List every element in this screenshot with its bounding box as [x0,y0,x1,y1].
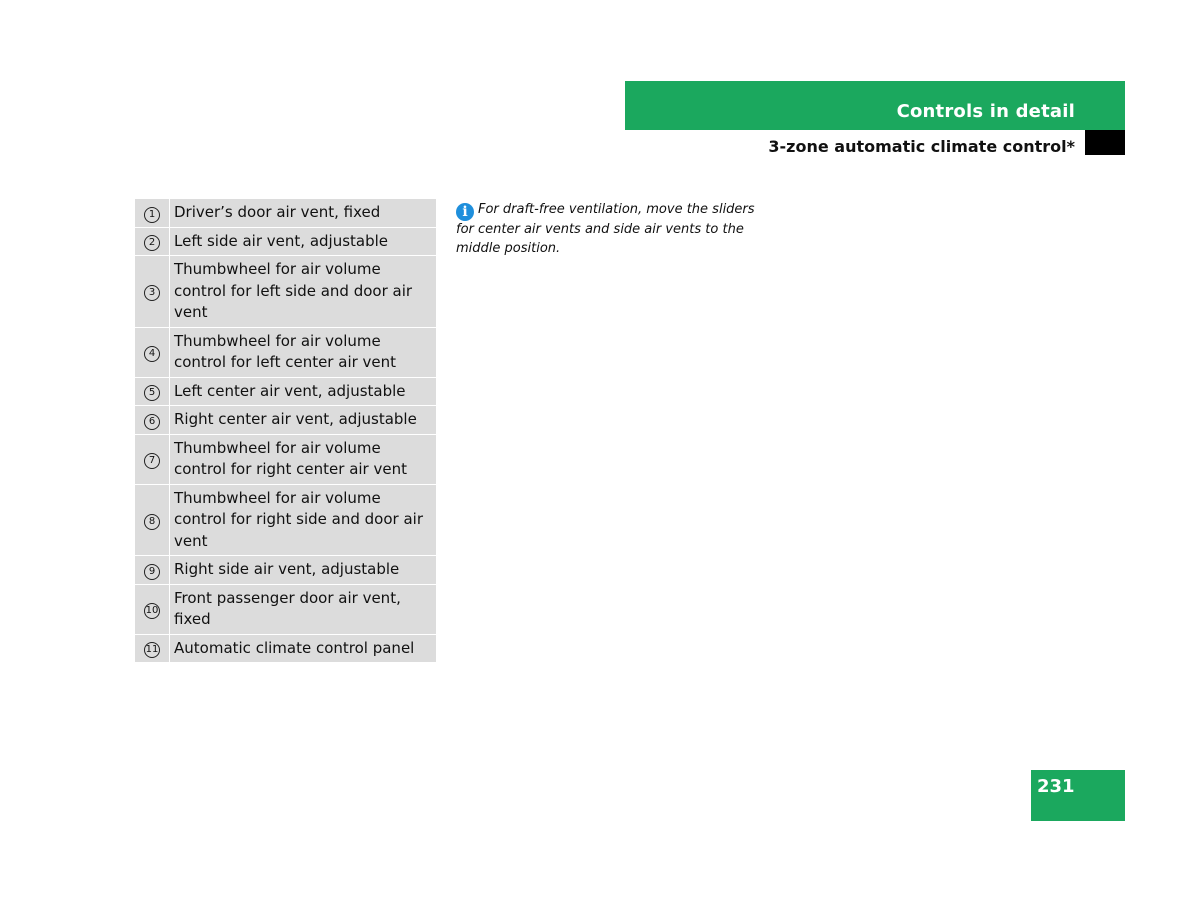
legend-row [135,634,436,663]
section-title: 3-zone automatic climate control* [768,137,1075,156]
chapter-header-band [625,81,1125,130]
legend-row [135,484,436,556]
legend-row [135,256,436,328]
legend-row [135,377,436,406]
legend-table [135,199,436,663]
legend-text: Thumbwheel for air volume control for right center air vent [170,434,437,484]
info-note-text: For draft-free ventilation, move the sliders for center air vents and side air vents to the middle position. [456,202,755,256]
section-marker-block [1085,130,1125,155]
page-number: 231 [1037,776,1075,797]
legend-row [135,199,436,227]
page-number-box [1031,770,1125,821]
legend-number: 1 [144,207,160,223]
legend-text: Right center air vent, adjustable [170,406,437,435]
info-note [456,201,756,258]
legend-number: 6 [144,414,160,430]
legend-text: Thumbwheel for air volume control for right side and door air vent [170,484,437,556]
legend-row [135,556,436,585]
chapter-title: Controls in detail [896,101,1075,122]
legend-text: Thumbwheel for air volume control for left side and door air vent [170,256,437,328]
legend-number: 11 [144,642,160,658]
legend-text: Front passenger door air vent, fixed [170,584,437,634]
legend-number: 5 [144,385,160,401]
legend-text: Right side air vent, adjustable [170,556,437,585]
legend-text: Left side air vent, adjustable [170,227,437,256]
legend-row [135,227,436,256]
legend-number: 4 [144,346,160,362]
legend-row [135,584,436,634]
legend-number: 10 [144,603,160,619]
legend-number: 7 [144,453,160,469]
legend-text: Driver’s door air vent, fixed [170,199,437,227]
legend-number: 3 [144,285,160,301]
legend-text: Left center air vent, adjustable [170,377,437,406]
legend-number: 9 [144,564,160,580]
legend-text: Automatic climate control panel [170,634,437,663]
legend-text: Thumbwheel for air volume control for left center air vent [170,327,437,377]
legend-number: 2 [144,235,160,251]
legend-row [135,406,436,435]
info-icon: i [456,203,474,221]
legend-number: 8 [144,514,160,530]
legend-row [135,434,436,484]
legend-row [135,327,436,377]
